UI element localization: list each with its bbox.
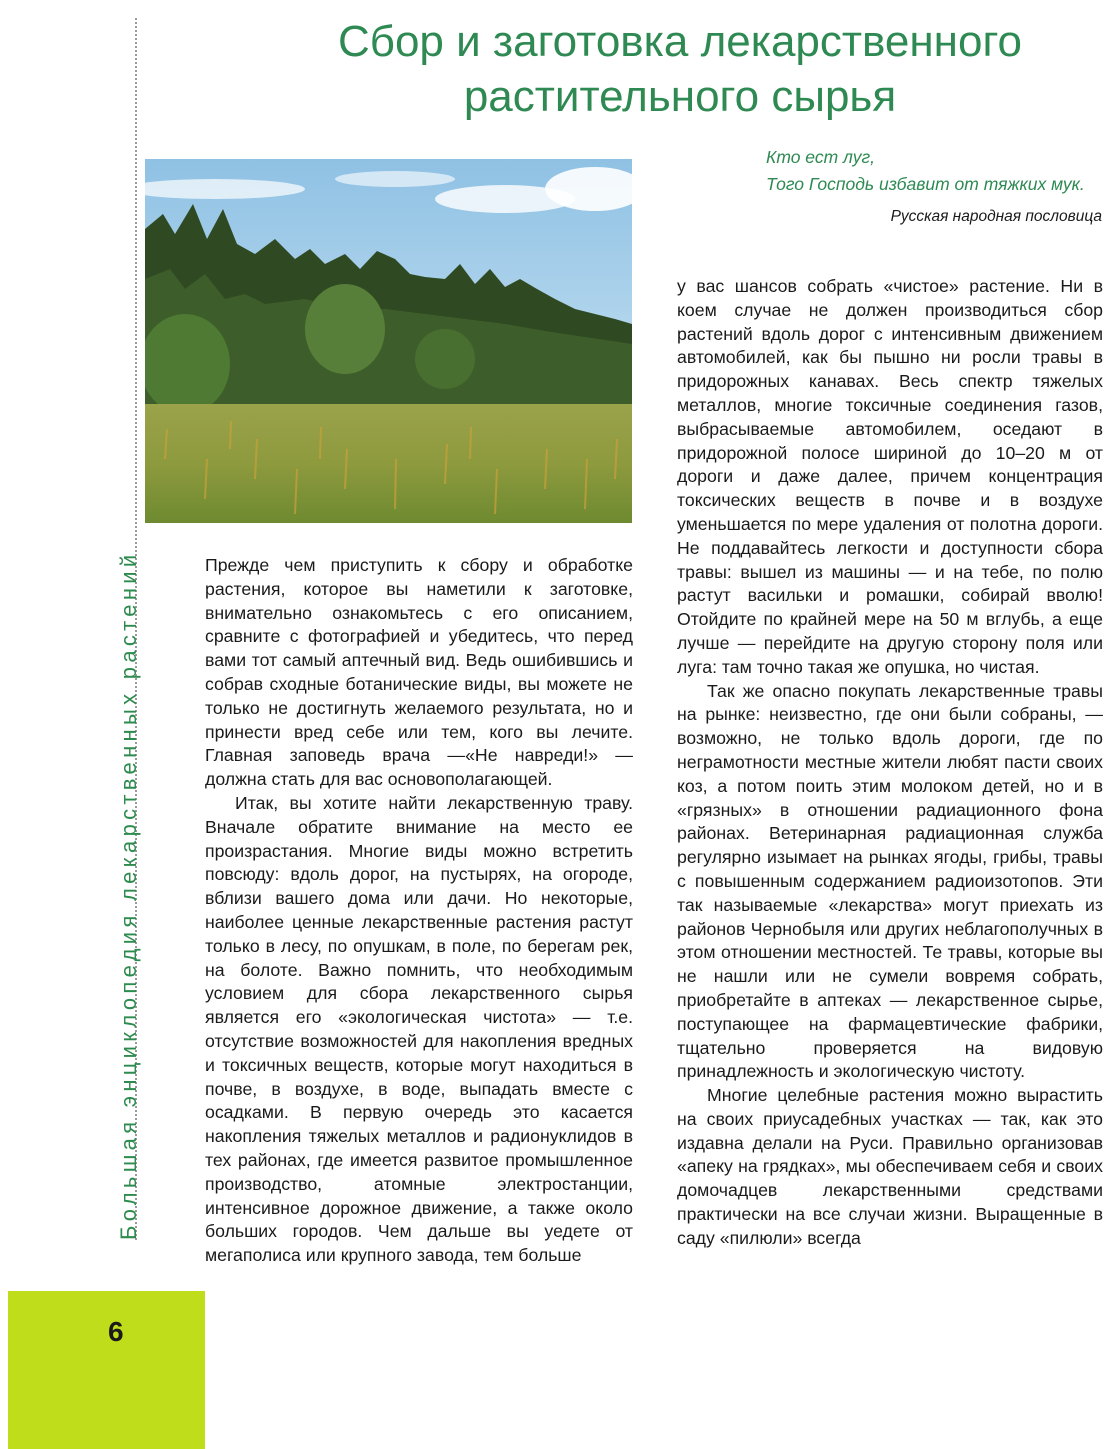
epigraph-line1: Кто ест луг, — [766, 147, 875, 167]
page-number: 6 — [108, 1316, 124, 1347]
paragraph: Прежде чем приступить к сбору и обработке растения, которое вы наметили к заготовке, внимательно ознакомьтесь с его описанием, сравните с фотографией и убедитесь, что перед вами тот самый аптечный вид. Ведь ошибившись и собрав сходные ботанические виды, вы можете не только не достигнуть желаемого результата, но и принести вред себе или тем, кого вы лечите. Главная заповедь врача —«Не навреди!» — должна стать для вас основополагающей. — [205, 555, 633, 790]
text-column-right — [677, 275, 1103, 1251]
paragraph: Итак, вы хотите найти лекарственную траву. Вначале обратите внимание на место ее произрастания. Многие виды можно встретить повсюду: вдоль дорог, на пустырях, на огороде, вблизи вашего дома или дачи. Но некоторые, наиболее ценные лекарственные растения растут только в лесу, по опушкам, в поле, по берегам рек, на болоте. Важно помнить, что необходимым условием для сбора лекарственного сырья является его «экологическая чистота» — т.е. отсутствие возможностей для накопления вредных и токсичных веществ, которые могут находиться в почве, в воздухе, в воде, выпадать вместе с осадками. В первую очередь это касается накопления тяжелых металлов и радионуклидов в тех районах, где имеется развитое промышленное производство, атомные электростанции, интенсивное дорожное движение, а также около больших городов. Чем дальше вы уедете от мегаполиса или крупного завода, тем больше — [205, 792, 633, 1266]
vertical-book-title: Большая энциклопедия лекарственных растений — [116, 550, 141, 1240]
chapter-title — [260, 14, 1100, 124]
epigraph-line2: Того Господь избавит от тяжких мук. — [766, 174, 1085, 194]
chapter-title-line2: растительного сырья — [463, 72, 897, 121]
paragraph: Так же опасно покупать лекарственные травы на рынке: неизвестно, где они были собраны, — возможно, не только вдоль дороги, где по неграмотности местные жители любят пасти своих коз, а потом поить этим молоком детей, но и в «грязных» в отношении радиационного фона районах. Ветеринарная радиационная служба регулярно изымает на рынках ягоды, грибы, травы с повышенным содержанием радиоизотопов. Эти так называемые «лекарства» могут приехать из районов Чернобыля или других неблагополучных в этом отношении местностей. Те травы, которые вы не нашли или не сумели вовремя собрать, приобретайте в аптеках — лекарственное сырье, поступающее на фармацевтические фабрики, тщательно проверяется на видовую принадлежность и экологическую чистоту. — [677, 680, 1103, 1082]
epigraph-source: Русская народная пословица — [890, 208, 1102, 225]
meadow-forest-photo — [145, 159, 632, 523]
page-number-block — [8, 1291, 205, 1449]
epigraph — [766, 144, 1085, 198]
paragraph: у вас шансов собрать «чистое» растение. Ни в коем случае не должен производиться сбор растений вдоль дорог с интенсивным движением автомобилей, как бы пышно ни росли травы в придорожных канавах. Весь спектр тяжелых металлов, многие токсичные соединения газов, выбрасываемые автомобилем, оседают в придорожной полосе шириной до 10–20 м от дороги и даже далее, причем концентрация токсических веществ в почве и в воздухе уменьшается по мере удаления от полотна дороги. Не поддавайтесь легкости и доступности сбора травы: вышел из машины — и на тебе, по полю растут васильки и ромашки, собирай вволю! Отойдите по крайней мере на 50 м вглубь, а еще лучше — перейдите на другую сторону поля или луга: там точно такая же опушка, но чистая. — [677, 276, 1103, 677]
text-column-left — [205, 554, 633, 1268]
paragraph: Многие целебные растения можно вырастить на своих приусадебных участках — так, как это издавна делали на Руси. Правильно организовав «апеку на грядках», мы обеспечиваем себя и своих домочадцев лекарственными средствами практически на все случаи жизни. Выращенные в саду «пилюли» всегда — [677, 1085, 1103, 1248]
chapter-title-line1: Сбор и заготовка лекарственного — [337, 17, 1023, 66]
